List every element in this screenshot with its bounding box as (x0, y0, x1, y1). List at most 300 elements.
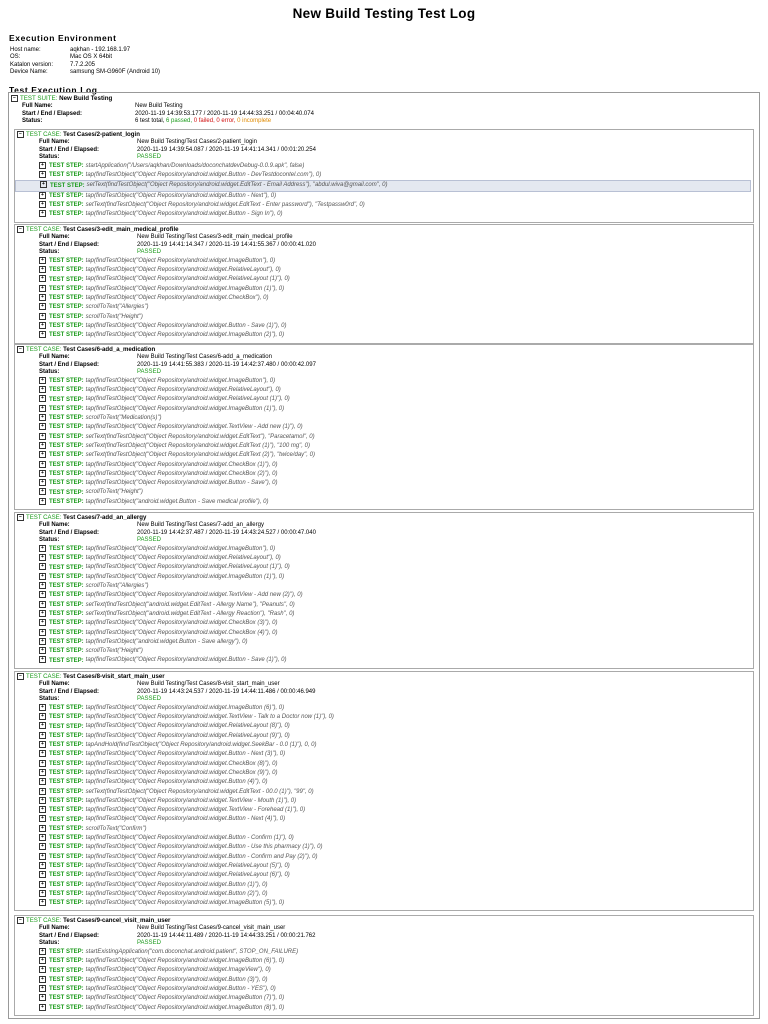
test-step-row[interactable] (15, 806, 753, 815)
test-step-row[interactable] (15, 405, 753, 414)
step-label: TEST STEP: (49, 770, 84, 777)
test-step-row[interactable] (15, 192, 753, 201)
step-label: TEST STEP: (49, 881, 84, 888)
case-meta (39, 522, 753, 545)
step-command: setText(findTestObject("Object Repository/android.widget.EditText - Email Address"), "abdul.wiva@gmail.com", 0) (86, 182, 388, 189)
expand-toggle-icon[interactable]: + (39, 192, 46, 199)
step-command: tap(findTestObject("Object Repository/android.widget.ImageButton (1)"), 0) (85, 285, 285, 292)
expand-toggle-icon[interactable]: + (39, 162, 46, 169)
expand-toggle-icon[interactable]: + (40, 181, 47, 188)
step-label: TEST STEP: (49, 433, 84, 440)
expand-toggle-icon[interactable]: + (39, 488, 46, 495)
expand-toggle-icon[interactable]: + (39, 750, 46, 757)
expand-toggle-icon[interactable]: + (39, 582, 46, 589)
env-key: Katalon version: (10, 61, 54, 68)
meta-key: Start / End / Elapsed: (22, 110, 83, 117)
step-label: TEST STEP: (49, 583, 84, 590)
case-time: 2020-11-19 14:41:14.347 / 2020-11-19 14:41:55.367 / 00:00:41.020 (137, 241, 316, 248)
expand-toggle-icon[interactable]: + (39, 825, 46, 832)
expand-toggle-icon[interactable]: + (39, 957, 46, 964)
env-key: Device Name: (10, 69, 48, 76)
step-label: TEST STEP: (49, 863, 84, 870)
test-step-row[interactable] (15, 331, 753, 340)
step-command: tapAndHold(findTestObject("Object Repository/android.widget.SeekBar - 0.0 (1)"), 0, 0) (85, 742, 317, 749)
expand-toggle-icon[interactable]: + (39, 303, 46, 310)
expand-toggle-icon[interactable]: + (39, 266, 46, 273)
expand-toggle-icon[interactable]: + (39, 815, 46, 822)
case-header (15, 672, 753, 681)
expand-toggle-icon[interactable]: + (39, 843, 46, 850)
step-command: tap(findTestObject("Object Repository/android.widget.CheckBox (3)"), 0) (85, 620, 278, 627)
step-label: TEST STEP: (49, 489, 84, 496)
test-step-row[interactable] (15, 647, 753, 656)
step-command: tap(findTestObject("Object Repository/android.widget.CheckBox (9)"), 0) (85, 770, 278, 777)
test-step-row[interactable] (15, 1004, 753, 1013)
step-command: tap(findTestObject("Object Repository/android.widget.ImageButton (1)"), 0) (85, 573, 285, 580)
expand-toggle-icon[interactable]: + (39, 171, 46, 178)
step-command: tap(findTestObject("Object Repository/android.widget.RelativeLayout (1)"), 0) (85, 564, 290, 571)
expand-toggle-icon[interactable]: + (39, 619, 46, 626)
case-status: PASSED (137, 154, 161, 161)
case-label: TEST CASE: (26, 131, 62, 139)
step-command: tap(findTestObject("android.widget.Button - Save medical profile"), 0) (85, 498, 269, 505)
meta-key: Status: (39, 940, 60, 947)
case-status: PASSED (137, 696, 161, 703)
expand-toggle-icon[interactable]: + (39, 479, 46, 486)
test-step-row[interactable] (15, 619, 753, 628)
test-step-row[interactable] (15, 313, 753, 322)
step-label: TEST STEP: (49, 202, 84, 209)
expand-toggle-icon[interactable]: + (39, 461, 46, 468)
collapse-toggle-icon[interactable]: − (17, 131, 24, 138)
env-key: Host name: (10, 47, 41, 53)
collapse-toggle-icon[interactable]: − (17, 226, 24, 233)
expand-toggle-icon[interactable]: + (39, 629, 46, 636)
step-command: setText(findTestObject("Object Repository/android.widget.EditText - Enter password"), "Testpassw0rd", 0) (85, 202, 365, 209)
test-step-row[interactable] (15, 210, 753, 219)
expand-toggle-icon[interactable]: + (39, 834, 46, 841)
meta-key: Full Name: (39, 354, 70, 361)
step-label: TEST STEP: (49, 732, 84, 739)
expand-toggle-icon[interactable]: + (39, 985, 46, 992)
expand-toggle-icon[interactable]: + (39, 778, 46, 785)
expand-toggle-icon[interactable]: + (39, 395, 46, 402)
case-full-name: New Build Testing/Test Cases/2-patient_login (137, 139, 257, 146)
expand-toggle-icon[interactable]: + (39, 322, 46, 329)
step-label: TEST STEP: (49, 162, 84, 169)
step-label: TEST STEP: (49, 601, 84, 608)
test-step-row[interactable] (15, 825, 753, 834)
meta-key: Status: (39, 154, 60, 161)
step-command: scrollToText("Medication(s)") (85, 415, 162, 422)
test-step-row[interactable] (15, 638, 753, 647)
case-name: Test Cases/8-visit_start_main_user (63, 673, 165, 681)
step-command: tap(findTestObject("Object Repository/android.widget.ImageButton"), 0) (85, 377, 276, 384)
case-label: TEST CASE: (26, 346, 62, 354)
expand-toggle-icon[interactable]: + (39, 451, 46, 458)
step-label: TEST STEP: (49, 323, 84, 330)
step-label: TEST STEP: (49, 498, 84, 505)
step-label: TEST STEP: (49, 986, 84, 993)
meta-key: Start / End / Elapsed: (39, 146, 100, 153)
test-step-row[interactable] (15, 722, 753, 731)
test-step-row[interactable] (15, 591, 753, 600)
test-step-row[interactable] (15, 948, 753, 957)
test-step-row[interactable] (15, 834, 753, 843)
meta-key: Full Name: (39, 522, 70, 529)
expand-toggle-icon[interactable]: + (39, 769, 46, 776)
test-step-row[interactable] (15, 769, 753, 778)
expand-toggle-icon[interactable]: + (39, 871, 46, 878)
suite-label: TEST SUITE: (20, 95, 58, 103)
step-label: TEST STEP: (49, 723, 84, 730)
meta-key: Full Name: (39, 139, 70, 146)
step-command: startExistingApplication("com.doconchat.android.patient", STOP_ON_FAILURE) (85, 948, 299, 955)
test-step-row[interactable] (15, 815, 753, 824)
collapse-toggle-icon[interactable]: − (17, 673, 24, 680)
test-step-row[interactable] (15, 294, 753, 303)
expand-toggle-icon[interactable]: + (39, 797, 46, 804)
expand-toggle-icon[interactable]: + (39, 948, 46, 955)
status-failed: 0 failed, (193, 118, 215, 125)
step-label: TEST STEP: (50, 182, 85, 189)
test-step-row[interactable] (15, 629, 753, 638)
meta-key: Status: (39, 696, 60, 703)
step-command: scrollToText("Allergies") (85, 304, 149, 311)
env-heading: Execution Environment (9, 33, 117, 43)
test-step-row[interactable] (15, 479, 753, 488)
step-label: TEST STEP: (49, 714, 84, 721)
step-command: tap(findTestObject("Object Repository/android.widget.CheckBox (1)"), 0) (85, 461, 278, 468)
step-command: setText(findTestObject("android.widget.EditText - Allergy Reaction"), "Rash", 0) (85, 611, 295, 618)
step-command: scrollToText("Confirm") (85, 825, 147, 832)
test-step-row[interactable] (15, 871, 753, 880)
test-case-panel (14, 224, 754, 344)
test-step-row[interactable] (15, 862, 753, 871)
test-suite-panel (8, 92, 760, 1019)
test-step-row[interactable] (15, 899, 753, 908)
expand-toggle-icon[interactable]: + (39, 545, 46, 552)
step-label: TEST STEP: (49, 844, 84, 851)
step-command: tap(findTestObject("Object Repository/android.widget.Button (2)"), 0) (85, 890, 268, 897)
step-label: TEST STEP: (49, 638, 84, 645)
step-command: tap(findTestObject("Object Repository/android.widget.ImageButton (7)"), 0) (85, 995, 285, 1002)
expand-toggle-icon[interactable]: + (39, 498, 46, 505)
test-step-row[interactable] (15, 760, 753, 769)
step-command: tap(findTestObject("Object Repository/android.widget.RelativeLayout"), 0) (85, 387, 281, 394)
meta-key: Start / End / Elapsed: (39, 932, 100, 939)
step-command: setText(findTestObject("Object Repository/android.widget.EditText (1)"), "100 mg", 0) (85, 443, 310, 450)
step-label: TEST STEP: (49, 890, 84, 897)
step-command: tap(findTestObject("Object Repository/android.widget.Button (4)"), 0) (85, 779, 268, 786)
step-label: TEST STEP: (49, 211, 84, 218)
step-label: TEST STEP: (49, 172, 84, 179)
case-header (15, 916, 753, 925)
expand-toggle-icon[interactable]: + (39, 713, 46, 720)
test-step-row[interactable] (15, 750, 753, 759)
expand-toggle-icon[interactable]: + (39, 201, 46, 208)
case-status: PASSED (137, 940, 161, 947)
expand-toggle-icon[interactable]: + (39, 554, 46, 561)
step-command: tap(findTestObject("Object Repository/android.widget.TextView - Talk to a Doctor now (1)"), 0) (85, 714, 334, 721)
test-case-panel (14, 512, 754, 669)
collapse-toggle-icon[interactable]: − (17, 346, 24, 353)
test-step-row[interactable] (15, 451, 753, 460)
meta-key: Status: (39, 537, 60, 544)
test-step-row[interactable] (15, 266, 753, 275)
step-label: TEST STEP: (49, 853, 84, 860)
test-step-row[interactable] (15, 488, 753, 497)
case-full-name: New Build Testing/Test Cases/3-edit_main_medical_profile (137, 234, 293, 241)
step-command: tap(findTestObject("Object Repository/android.widget.ImageButton (8)"), 0) (85, 1004, 285, 1011)
step-label: TEST STEP: (49, 304, 84, 311)
expand-toggle-icon[interactable]: + (39, 853, 46, 860)
test-step-row[interactable] (15, 976, 753, 985)
expand-toggle-icon[interactable]: + (39, 656, 46, 663)
step-command: tap(findTestObject("Object Repository/android.widget.CheckBox"), 0) (85, 295, 269, 302)
expand-toggle-icon[interactable]: + (39, 881, 46, 888)
step-label: TEST STEP: (49, 555, 84, 562)
step-command: scrollToText("Height") (85, 489, 143, 496)
case-status: PASSED (137, 537, 161, 544)
expand-toggle-icon[interactable]: + (39, 741, 46, 748)
collapse-toggle-icon[interactable]: − (11, 95, 18, 102)
step-command: startApplication("/Users/aqkhan/Downloads/doconchatdevDebug-0.0.9.apk", false) (85, 162, 305, 169)
step-command: setText(findTestObject("Object Repository/android.widget.EditText - 00.0 (1)"), "99", 0) (85, 788, 314, 795)
step-command: tap(findTestObject("Object Repository/android.widget.RelativeLayout (1)"), 0) (85, 396, 290, 403)
test-step-row[interactable] (15, 601, 753, 610)
test-step-row[interactable] (15, 257, 753, 266)
expand-toggle-icon[interactable]: + (39, 433, 46, 440)
step-label: TEST STEP: (49, 377, 84, 384)
test-step-row[interactable] (15, 853, 753, 862)
case-label: TEST CASE: (26, 514, 62, 522)
test-step-row[interactable] (15, 386, 753, 395)
test-step-row[interactable] (15, 322, 753, 331)
case-name: Test Cases/3-edit_main_medical_profile (63, 226, 179, 234)
test-step-row[interactable] (15, 162, 753, 171)
expand-toggle-icon[interactable]: + (39, 704, 46, 711)
step-label: TEST STEP: (49, 742, 84, 749)
step-label: TEST STEP: (49, 396, 84, 403)
collapse-toggle-icon[interactable]: − (17, 514, 24, 521)
step-label: TEST STEP: (49, 872, 84, 879)
test-step-row[interactable] (15, 788, 753, 797)
expand-toggle-icon[interactable]: + (39, 862, 46, 869)
env-value: 7.7.2.205 (70, 61, 96, 68)
expand-toggle-icon[interactable]: + (39, 647, 46, 654)
test-step-row[interactable] (15, 498, 753, 507)
case-full-name: New Build Testing/Test Cases/8-visit_start_main_user (137, 681, 280, 688)
test-step-row[interactable] (15, 554, 753, 563)
expand-toggle-icon[interactable]: + (39, 563, 46, 570)
expand-toggle-icon[interactable]: + (39, 601, 46, 608)
expand-toggle-icon[interactable]: + (39, 313, 46, 320)
expand-toggle-icon[interactable]: + (39, 405, 46, 412)
expand-toggle-icon[interactable]: + (39, 1004, 46, 1011)
step-label: TEST STEP: (49, 995, 84, 1002)
step-command: setText(findTestObject("Object Repository/android.widget.EditText (2)"), "twice/day", 0) (85, 452, 315, 459)
expand-toggle-icon[interactable]: + (39, 899, 46, 906)
case-header (15, 345, 753, 354)
step-label: TEST STEP: (49, 779, 84, 786)
expand-toggle-icon[interactable]: + (39, 294, 46, 301)
env-row (10, 47, 768, 54)
case-meta (39, 681, 753, 704)
test-step-row[interactable] (15, 732, 753, 741)
step-command: tap(findTestObject("Object Repository/android.widget.RelativeLayout (8)"), 0) (85, 723, 290, 730)
expand-toggle-icon[interactable]: + (39, 994, 46, 1001)
status-error: 0 error, (216, 118, 236, 125)
expand-toggle-icon[interactable]: + (39, 638, 46, 645)
step-command: tap(findTestObject("Object Repository/android.widget.RelativeLayout (9)"), 0) (85, 732, 290, 739)
expand-toggle-icon[interactable]: + (39, 591, 46, 598)
expand-toggle-icon[interactable]: + (39, 386, 46, 393)
step-command: tap(findTestObject("Object Repository/android.widget.Button - Next (4)"), 0) (85, 816, 286, 823)
step-label: TEST STEP: (49, 332, 84, 339)
expand-toggle-icon[interactable]: + (39, 610, 46, 617)
suite-status (135, 118, 271, 126)
test-step-row[interactable] (15, 994, 753, 1003)
env-value: samsung SM-G960F (Android 10) (70, 69, 161, 76)
case-time: 2020-11-19 14:44:11.489 / 2020-11-19 14:44:33.251 / 00:00:21.762 (137, 932, 316, 939)
step-label: TEST STEP: (49, 313, 84, 320)
test-step-row[interactable] (15, 957, 753, 966)
step-command: tap(findTestObject("Object Repository/android.widget.Button - DevTestdocontel.com"), 0) (85, 172, 322, 179)
step-command: tap(findTestObject("Object Repository/android.widget.TextView - Mouth (1)"), 0) (85, 797, 297, 804)
expand-toggle-icon[interactable]: + (39, 377, 46, 384)
expand-toggle-icon[interactable]: + (39, 210, 46, 217)
step-label: TEST STEP: (49, 192, 84, 199)
test-step-row[interactable] (15, 180, 751, 191)
expand-toggle-icon[interactable]: + (39, 732, 46, 739)
test-step-row[interactable] (15, 423, 753, 432)
test-step-row[interactable] (15, 461, 753, 470)
test-step-row[interactable] (15, 797, 753, 806)
env-row (10, 54, 768, 61)
env-row (10, 62, 768, 69)
meta-key: Full Name: (39, 681, 70, 688)
test-step-row[interactable] (15, 201, 753, 210)
expand-toggle-icon[interactable]: + (39, 257, 46, 264)
test-step-row[interactable] (15, 610, 753, 619)
expand-toggle-icon[interactable]: + (39, 331, 46, 338)
step-command: tap(findTestObject("Object Repository/android.widget.Button - Confirm and Pay (2)"), 0) (85, 853, 318, 860)
step-label: TEST STEP: (49, 967, 84, 974)
log-heading: Test Execution Log (9, 84, 98, 95)
test-step-row[interactable] (15, 704, 753, 713)
test-step-row[interactable] (15, 442, 753, 451)
test-step-row[interactable] (15, 881, 753, 890)
env-value: aqkhan - 192.168.1.97 (70, 47, 131, 53)
expand-toggle-icon[interactable]: + (39, 976, 46, 983)
step-command: tap(findTestObject("Object Repository/android.widget.Button (1)"), 0) (85, 881, 268, 888)
report-title: New Build Testing Test Log (292, 6, 476, 21)
step-command: tap(findTestObject("Object Repository/android.widget.ImageButton (2)"), 0) (85, 332, 285, 339)
test-step-row[interactable] (15, 303, 753, 312)
collapse-toggle-icon[interactable]: − (17, 917, 24, 924)
env-key: OS: (10, 54, 21, 61)
test-step-row[interactable] (15, 377, 753, 386)
test-step-row[interactable] (15, 563, 753, 572)
test-step-row[interactable] (15, 545, 753, 554)
step-command: tap(findTestObject("Object Repository/android.widget.ImageButton (6)"), 0) (85, 704, 285, 711)
step-command: tap(findTestObject("Object Repository/android.widget.RelativeLayout"), 0) (85, 267, 281, 274)
case-time: 2020-11-19 14:43:24.537 / 2020-11-19 14:44:11.486 / 00:00:46.949 (137, 688, 316, 695)
test-step-row[interactable] (15, 713, 753, 722)
expand-toggle-icon[interactable]: + (39, 806, 46, 813)
env-table (10, 47, 768, 77)
expand-toggle-icon[interactable]: + (39, 573, 46, 580)
suite-header (9, 93, 759, 103)
meta-key: Start / End / Elapsed: (39, 688, 100, 695)
expand-toggle-icon[interactable]: + (39, 414, 46, 421)
test-step-row[interactable] (15, 843, 753, 852)
test-step-row[interactable] (15, 741, 753, 750)
case-name: Test Cases/9-cancel_visit_main_user (63, 917, 171, 925)
step-command: tap(findTestObject("Object Repository/android.widget.Button - YES"), 0) (85, 986, 276, 993)
step-label: TEST STEP: (49, 415, 84, 422)
test-step-row[interactable] (15, 414, 753, 423)
expand-toggle-icon[interactable]: + (39, 760, 46, 767)
step-command: setText(findTestObject("android.widget.EditText - Allergy Name"), "Peanuts", 0) (85, 601, 295, 608)
step-label: TEST STEP: (49, 257, 84, 264)
expand-toggle-icon[interactable]: + (39, 722, 46, 729)
step-label: TEST STEP: (49, 285, 84, 292)
test-step-row[interactable] (15, 433, 753, 442)
case-time: 2020-11-19 14:42:37.487 / 2020-11-19 14:43:24.527 / 00:00:47.040 (137, 529, 316, 536)
step-command: tap(findTestObject("Object Repository/android.widget.CheckBox (4)"), 0) (85, 629, 278, 636)
test-step-row[interactable] (15, 985, 753, 994)
expand-toggle-icon[interactable]: + (39, 442, 46, 449)
env-row (10, 69, 768, 76)
test-step-row[interactable] (15, 171, 753, 180)
expand-toggle-icon[interactable]: + (39, 275, 46, 282)
suite-meta (22, 103, 759, 126)
test-step-row[interactable] (15, 890, 753, 899)
step-command: tap(findTestObject("Object Repository/android.widget.RelativeLayout"), 0) (85, 555, 281, 562)
meta-key: Status: (39, 249, 60, 256)
step-label: TEST STEP: (49, 958, 84, 965)
step-label: TEST STEP: (49, 976, 84, 983)
expand-toggle-icon[interactable]: + (39, 890, 46, 897)
test-step-row[interactable] (15, 656, 753, 665)
test-step-row[interactable] (15, 470, 753, 479)
test-case-panel (14, 671, 754, 911)
test-step-row[interactable] (15, 582, 753, 591)
test-step-row[interactable] (15, 573, 753, 582)
step-command: tap(findTestObject("Object Repository/android.widget.Button - Next"), 0) (85, 192, 277, 199)
step-label: TEST STEP: (49, 900, 84, 907)
case-status: PASSED (137, 249, 161, 256)
test-step-row[interactable] (15, 778, 753, 787)
expand-toggle-icon[interactable]: + (39, 966, 46, 973)
step-command: tap(findTestObject("Object Repository/android.widget.Button - Next (3)"), 0) (85, 751, 286, 758)
expand-toggle-icon[interactable]: + (39, 788, 46, 795)
test-step-row[interactable] (15, 275, 753, 284)
step-command: setText(findTestObject("Object Repository/android.widget.EditText"), "Paracetamol", 0) (85, 433, 315, 440)
test-step-row[interactable] (15, 395, 753, 404)
expand-toggle-icon[interactable]: + (39, 423, 46, 430)
case-time: 2020-11-19 14:39:54.087 / 2020-11-19 14:41:14.341 / 00:01:20.254 (137, 146, 316, 153)
test-step-row[interactable] (15, 966, 753, 975)
test-step-row[interactable] (15, 285, 753, 294)
case-meta (39, 234, 753, 257)
step-label: TEST STEP: (49, 452, 84, 459)
case-full-name: New Build Testing/Test Cases/7-add_an_allergy (137, 522, 264, 529)
expand-toggle-icon[interactable]: + (39, 470, 46, 477)
expand-toggle-icon[interactable]: + (39, 285, 46, 292)
